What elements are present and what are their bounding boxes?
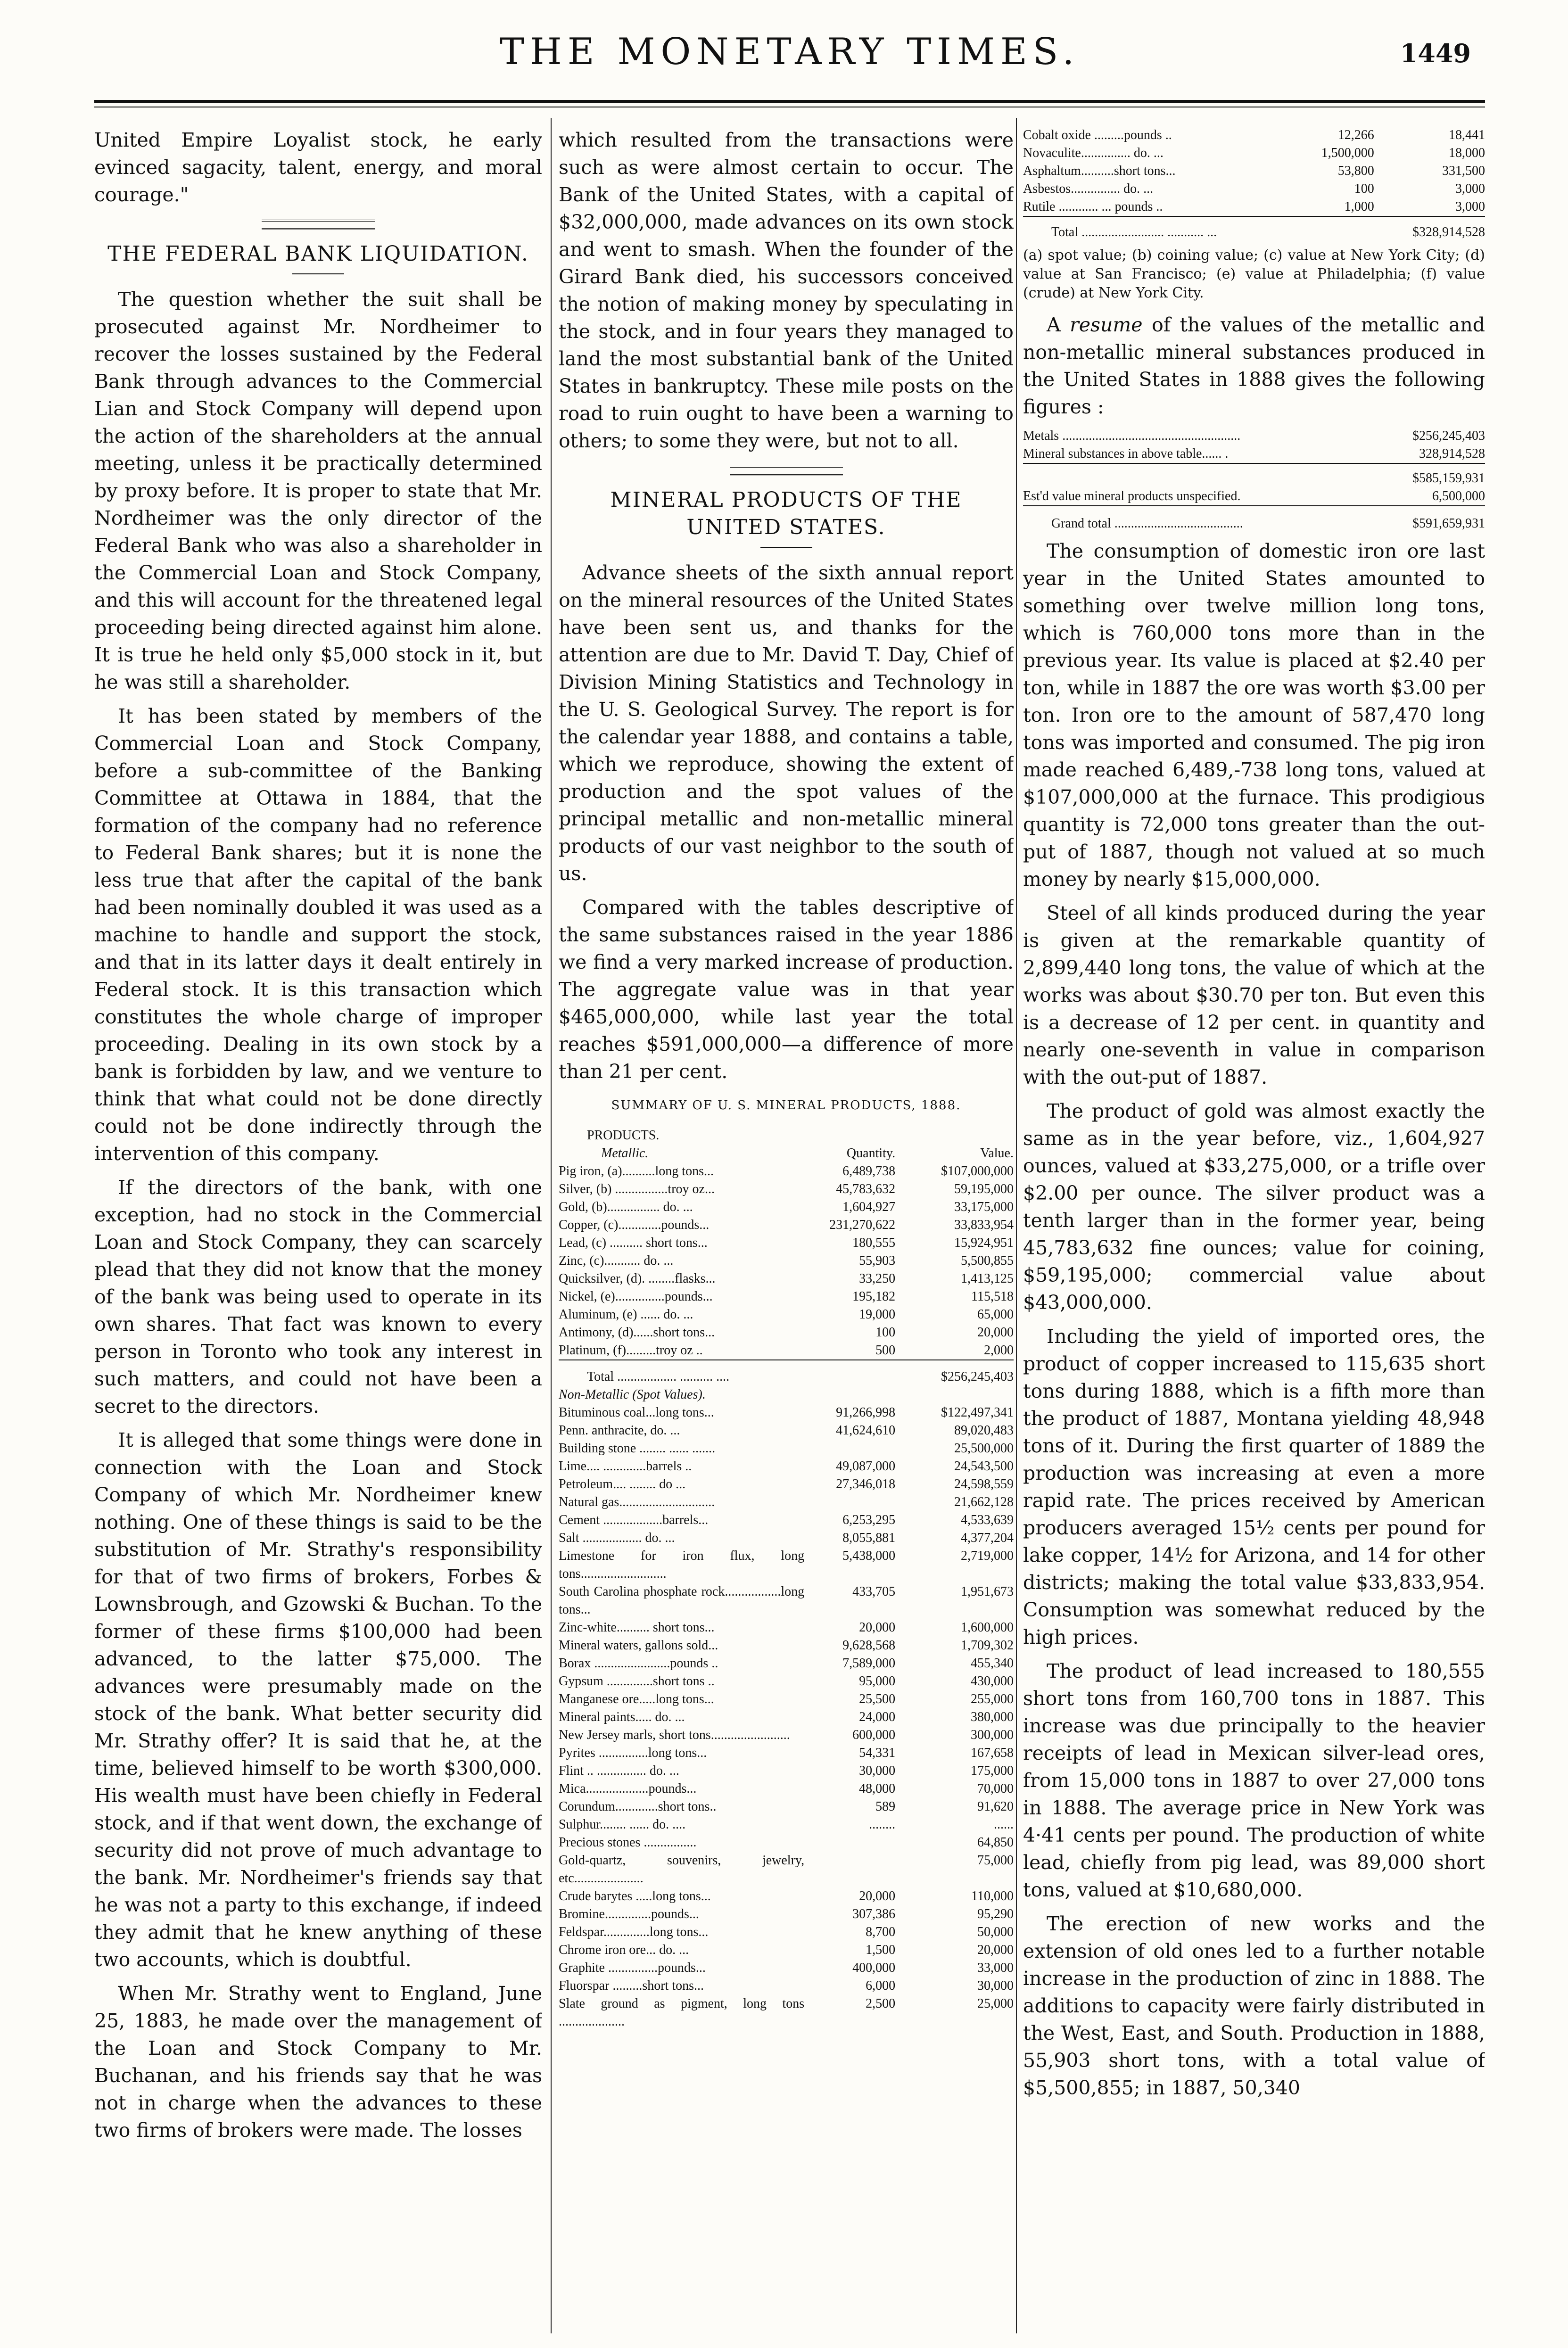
- product-quantity: 180,555: [852, 1236, 896, 1250]
- heading-line: UNITED STATES.: [686, 515, 886, 539]
- product-quantity: 95,000: [859, 1674, 896, 1689]
- product-value: 33,175,000: [954, 1200, 1014, 1214]
- resume-table: [1023, 427, 1485, 533]
- product-value: 110,000: [971, 1889, 1014, 1903]
- table-row: [1023, 162, 1485, 180]
- table-row: [559, 1887, 1014, 1905]
- product-quantity: 91,266,998: [836, 1405, 896, 1420]
- table-row: [1023, 180, 1485, 198]
- product-value: 255,000: [971, 1692, 1014, 1706]
- article-paragraph: If the directors of the bank, with one exception, had no stock in the Commercial Loan and Stock Company, they can scarcely plead that they did not know that the money of the bank was being used to operate in its own shares. That fact was known to every person in Toronto who took any interest in such matters, and could not have been a secret to the directors.: [94, 1176, 542, 1417]
- product-name: Silver, (b) ................troy oz...: [559, 1182, 715, 1196]
- product-value: 25,500,000: [954, 1441, 1014, 1456]
- table-row: [1023, 126, 1485, 144]
- header-rule-thick: [94, 100, 1485, 103]
- table-row: [559, 1941, 1014, 1959]
- product-name: Novaculite............... do. ...: [1023, 146, 1164, 160]
- product-name: Gypsum ..............short tons ..: [559, 1674, 715, 1689]
- product-quantity: 54,331: [859, 1746, 896, 1760]
- table-row: [559, 1306, 1014, 1324]
- product-quantity: 53,800: [1337, 164, 1374, 178]
- product-name: Mineral substances in above table...... .: [1023, 446, 1229, 461]
- product-quantity: 30,000: [859, 1763, 896, 1778]
- product-value: 18,000: [1449, 146, 1485, 160]
- product-name: Pyrites ...............long tons...: [559, 1746, 707, 1760]
- product-quantity: 45,783,632: [836, 1182, 896, 1196]
- product-name: Feldspar..............long tons...: [559, 1925, 709, 1939]
- product-value: 24,543,500: [954, 1459, 1014, 1474]
- article-paragraph: The erection of new works and the extension of old ones led to a further notable increase in the production of zinc in 1888. The additions to capacity were fairly distributed in the West, East, and South. Production in 1888, 55,903 short tons, with a total value of $5,500,855; in 1887, 50,340: [1023, 1912, 1485, 2099]
- product-value: 331,500: [1442, 164, 1485, 178]
- article-separator: [262, 220, 375, 230]
- product-name: Rutile ............ ... pounds ..: [1023, 199, 1163, 214]
- product-quantity: [804, 1493, 895, 1511]
- table-row: [559, 1834, 1014, 1852]
- product-name: Copper, (c).............pounds...: [559, 1218, 710, 1232]
- table-row: [559, 1744, 1014, 1762]
- column-right: [1023, 126, 1485, 2108]
- unspecified-label: Est'd value mineral products unspecified.: [1023, 489, 1241, 503]
- table-row: [559, 1708, 1014, 1726]
- grand-total-label: Grand total .......................................: [1023, 506, 1365, 533]
- product-value: 30,000: [977, 1978, 1014, 1993]
- product-value: 91,620: [977, 1799, 1014, 1814]
- product-value: 21,662,128: [954, 1495, 1014, 1509]
- product-name: Manganese ore.....long tons...: [559, 1692, 714, 1706]
- product-name: Graphite ...............pounds...: [559, 1961, 706, 1975]
- product-name: Borax .......................pounds ..: [559, 1656, 718, 1671]
- table-row: [559, 1798, 1014, 1816]
- article-paragraph: [1023, 311, 1485, 420]
- product-quantity: 20,000: [859, 1889, 896, 1903]
- column-divider: [551, 118, 552, 2333]
- product-name: Asbestos............... do. ...: [1023, 181, 1154, 196]
- product-value: ......: [994, 1817, 1014, 1832]
- product-quantity: 6,000: [866, 1978, 896, 1993]
- product-value: $122,497,341: [941, 1405, 1014, 1420]
- table-row: [559, 1655, 1014, 1672]
- product-quantity: 500: [875, 1343, 896, 1358]
- product-quantity: 33,250: [859, 1271, 896, 1286]
- product-name: Cobalt oxide .........pounds ..: [1023, 128, 1172, 142]
- table-row: [559, 1342, 1014, 1360]
- product-value: 25,000: [977, 1996, 1014, 2011]
- product-quantity: 2,500: [866, 1996, 896, 2011]
- table-total-value: $328,914,528: [1374, 216, 1485, 241]
- product-value: 3,000: [1455, 181, 1485, 196]
- unspecified-value: 6,500,000: [1432, 489, 1485, 503]
- product-value: 75,000: [977, 1853, 1014, 1868]
- table-row: [559, 1252, 1014, 1270]
- total-value: $256,245,403: [895, 1360, 1014, 1386]
- product-quantity: 27,346,018: [836, 1477, 896, 1491]
- product-value: 18,441: [1449, 128, 1485, 142]
- product-name: Pig iron, (a)..........long tons...: [559, 1164, 714, 1178]
- nonmetallic-label: Non-Metallic (Spot Values).: [559, 1387, 706, 1402]
- table-row: [559, 1422, 1014, 1440]
- table-footnote: (a) spot value; (b) coining value; (c) value at New York City; (d) value at San Francisco; (e) value at Philadelphia; (f) value (crude) at New York City.: [1023, 247, 1485, 301]
- product-name: Building stone ........ ...... .......: [559, 1441, 716, 1456]
- table-row: [559, 1619, 1014, 1637]
- article-paragraph: Steel of all kinds produced during the year is given at the remarkable quantity of 2,899,440 long tons, the value of which at the works was about $30.70 per ton. But even this is a decrease of 12 per cent. in quantity and nearly one-seventh in value in comparison with the out-put of 1887.: [1023, 902, 1485, 1088]
- product-quantity: 433,705: [852, 1584, 896, 1599]
- table-row: [559, 1511, 1014, 1529]
- article-paragraph: The question whether the suit shall be prosecuted against Mr. Nordheimer to recover the losses sustained by the Federal Bank through advances to the Commercial Lian and Stock Company will depend upon the action of the shareholders at the annual meeting, unless it be practically determined by proxy before. It is proper to state that Mr. Nordheimer was the only director of the Federal Bank who was also a shareholder in the Commercial Loan and Stock Company, and this will account for the threatened legal proceeding being directed against him alone. It is true he held only $5,000 stock in it, but he was still a shareholder.: [94, 288, 542, 693]
- product-quantity: [804, 1834, 895, 1852]
- product-value: 70,000: [977, 1781, 1014, 1796]
- product-value: 175,000: [971, 1763, 1014, 1778]
- table-row: [559, 1852, 1014, 1887]
- table-row: [559, 1234, 1014, 1252]
- table-row: [559, 1529, 1014, 1547]
- continued-rows: [1023, 126, 1485, 216]
- product-name: Mica...................pounds...: [559, 1781, 697, 1796]
- product-name: Lime.... .............barrels ..: [559, 1459, 692, 1474]
- article-paragraph: It is alleged that some things were done in connection with the Loan and Stock Company of which Mr. Nordheimer knew nothing. One of these things is said to be the substitution of Mr. Strathy's responsibility for that of two firms of brokers, Forbes & Lownsbrough, and Gzowski & Buchan. To the former of these firms $100,000 had been advanced, to the latter $75,000. The advances were presumably made on the stock of the bank. What better security did Mr. Strathy offer? It is said that he, at the time, believed himself to be worth $300,000. His wealth must have been chiefly in Federal stock, and if that went down, the exchange of security did not prove of much advantage to the bank. Mr. Nordheimer's friends say that he was not a party to this exchange, if indeed they admit that he knew anything of these two accounts, which is doubtful.: [94, 1429, 542, 1971]
- product-quantity: 5,438,000: [842, 1549, 896, 1563]
- product-name: Aluminum, (e) ...... do. ...: [559, 1307, 693, 1322]
- product-quantity: 48,000: [859, 1781, 896, 1796]
- product-name: Petroleum.... ........ do ...: [559, 1477, 686, 1491]
- product-name: Nickel, (e)...............pounds...: [559, 1289, 713, 1304]
- table-row: [559, 1762, 1014, 1780]
- product-quantity: 6,489,738: [842, 1164, 896, 1178]
- table-row: [559, 1690, 1014, 1708]
- product-quantity: 100: [875, 1325, 896, 1340]
- product-quantity: 8,700: [866, 1925, 896, 1939]
- table-row: [559, 1270, 1014, 1288]
- product-quantity: ........: [869, 1817, 896, 1832]
- product-name: Natural gas.............................: [559, 1495, 715, 1509]
- column-left: [94, 126, 542, 2150]
- product-name: Slate ground as pigment, long tons ....................: [559, 1996, 805, 2029]
- product-value: 5,500,855: [961, 1253, 1014, 1268]
- table-row: [559, 1216, 1014, 1234]
- product-value: 1,600,000: [961, 1620, 1014, 1635]
- metallic-label: Metallic.: [601, 1146, 649, 1161]
- product-value: 300,000: [971, 1728, 1014, 1742]
- product-name: Limestone for iron flux, long tons..........................: [559, 1549, 805, 1581]
- table-row: [559, 1493, 1014, 1511]
- products-label: PRODUCTS.: [587, 1128, 660, 1143]
- masthead-title: THE MONETARY TIMES.: [499, 31, 1080, 73]
- product-value: 20,000: [977, 1325, 1014, 1340]
- table-row: [559, 1977, 1014, 1995]
- table-row: [559, 1672, 1014, 1690]
- product-value: 2,000: [984, 1343, 1014, 1358]
- table-row: [559, 1905, 1014, 1923]
- product-name: Lead, (c) .......... short tons...: [559, 1236, 708, 1250]
- product-value: $107,000,000: [941, 1164, 1014, 1178]
- product-value: 1,951,673: [961, 1584, 1014, 1599]
- product-value: 65,000: [977, 1307, 1014, 1322]
- product-quantity: 8,055,881: [842, 1531, 896, 1545]
- table-row: [559, 1995, 1014, 2031]
- table-row: [559, 1180, 1014, 1198]
- product-name: Cement ..................barrels...: [559, 1513, 709, 1527]
- article-paragraph: The product of gold was almost exactly the same as in the year before, viz., 1,604,927 ounces, valued at $33,275,000, or a trifle over $2.00 per ounce. The silver product was a tenth larger than in the former year, being 45,783,632 fine ounces; value for coining, $59,195,000; commercial value about $43,000,000.: [1023, 1100, 1485, 1314]
- product-name: Zinc-white.......... short tons...: [559, 1620, 715, 1635]
- product-value: 50,000: [977, 1925, 1014, 1939]
- product-value: 115,518: [971, 1289, 1014, 1304]
- product-name: Sulphur........ ...... do. ....: [559, 1817, 686, 1832]
- product-value: 20,000: [977, 1943, 1014, 1957]
- heading-rule: [292, 273, 344, 274]
- product-value: 455,340: [971, 1656, 1014, 1671]
- product-name: Precious stones ................: [559, 1835, 697, 1850]
- heading-rule: [760, 547, 812, 548]
- article-heading: THE FEDERAL BANK LIQUIDATION.: [107, 242, 529, 266]
- product-quantity: 12,266: [1337, 128, 1374, 142]
- product-value: 2,719,000: [961, 1549, 1014, 1563]
- article-paragraph: It has been stated by members of the Commercial Loan and Stock Company, before a sub-committee of the Banking Committee at Ottawa in 1884, that the formation of the company had no reference to Federal Bank shares; but it is none the less true that after the capital of the bank had been nominally doubled it was used as a machine to handle and support the stock, and that in its latter days it dealt entirely in Federal stock. It is this transaction which constitutes the whole charge of improper proceeding. Dealing in its own stock by a bank is forbidden by law, and we venture to think that what could not be done directly could not be done indirectly through the intervention of this company.: [94, 705, 542, 1165]
- product-value: 15,924,951: [954, 1236, 1014, 1250]
- article-paragraph: When Mr. Strathy went to England, June 25, 1883, he made over the management of the Loan and Stock Company to Mr. Buchanan, and his friends say that he was not in charge when the advances to these two firms of brokers were made. The losses: [94, 1982, 542, 2142]
- grand-total-value: $591,659,931: [1365, 506, 1485, 533]
- table-row: [559, 1959, 1014, 1977]
- product-quantity: 1,500,000: [1321, 146, 1374, 160]
- product-name: Corundum.............short tons..: [559, 1799, 717, 1814]
- product-value: 4,377,204: [961, 1531, 1014, 1545]
- table-row: [559, 1923, 1014, 1941]
- page-number: 1449: [1400, 38, 1471, 68]
- product-name: Metals ......................................................: [1023, 428, 1241, 443]
- product-value: 33,000: [977, 1961, 1014, 1975]
- table-row: [1023, 144, 1485, 162]
- product-value: $256,245,403: [1412, 428, 1485, 443]
- page-header: [94, 24, 1485, 94]
- article-paragraph: The product of lead increased to 180,555 short tons from 160,700 tons in 1887. This increase was due principally to the heavier receipts of lead in Mexican silver-lead ores, from 15,000 tons in 1887 to over 27,000 tons in 1888. The average price in New York was 4·41 cents per pound. The production of white lead, chiefly from pig lead, was 89,000 short tons, valued at $10,680,000.: [1023, 1660, 1485, 1901]
- table-total-label: Total ......................... ........... ...: [1023, 216, 1282, 241]
- product-quantity: 19,000: [859, 1307, 896, 1322]
- product-name: South Carolina phosphate rock.................long tons...: [559, 1584, 805, 1617]
- product-name: Mineral waters, gallons sold...: [559, 1638, 718, 1653]
- product-name: Asphaltum..........short tons...: [1023, 164, 1176, 178]
- product-quantity: 600,000: [852, 1728, 896, 1742]
- article-heading: [559, 486, 1014, 541]
- product-value: 3,000: [1455, 199, 1485, 214]
- table-row: [559, 1440, 1014, 1458]
- text-run: of the values of the metallic and non-metallic mineral substances produced in the United States in 1888 gives the following figures :: [1023, 313, 1485, 418]
- table-row: [559, 1404, 1014, 1422]
- product-quantity: 7,589,000: [842, 1656, 896, 1671]
- resume-rows: [1023, 427, 1485, 463]
- article-paragraph: Advance sheets of the sixth annual report on the mineral resources of the United States have been sent us, and thanks for the attention are due to Mr. David T. Day, Chief of Division Mining Statistics and Technology in the U. S. Geological Survey. The report is for the calendar year 1888, and contains a table, which we reproduce, showing the extent of production and the spot values of the principal metallic and non-metallic mineral products of our vast neighbor to the south of us.: [559, 561, 1014, 885]
- product-name: Flint .. ............... do. ...: [559, 1763, 679, 1778]
- product-quantity: 589: [875, 1799, 896, 1814]
- text-run: A: [1047, 313, 1070, 336]
- product-name: Quicksilver, (d). ........flasks...: [559, 1271, 716, 1286]
- table-row: [559, 1324, 1014, 1342]
- product-quantity: 20,000: [859, 1620, 896, 1635]
- table-row: [559, 1780, 1014, 1798]
- table-row: [559, 1726, 1014, 1744]
- article-continuation: United Empire Loyalist stock, he early evinced sagacity, talent, energy, and moral courage.": [94, 129, 542, 206]
- product-value: 59,195,000: [954, 1182, 1014, 1196]
- resume-subtotal: $585,159,931: [1365, 463, 1485, 487]
- product-name: Crude barytes .....long tons...: [559, 1889, 711, 1903]
- column-divider: [1016, 118, 1017, 2333]
- product-value: 328,914,528: [1419, 446, 1485, 461]
- article-paragraph: Compared with the tables descriptive of the same substances raised in the year 1886 we find a very marked increase of production. The aggregate value was in that year $465,000,000, while last year the total reaches $591,000,000—a difference of more than 21 per cent.: [559, 896, 1014, 1083]
- product-value: 380,000: [971, 1710, 1014, 1724]
- product-name: Antimony, (d)......short tons...: [559, 1325, 715, 1340]
- product-name: Bromine..............pounds...: [559, 1907, 699, 1921]
- table-row: [559, 1583, 1014, 1619]
- total-label: Total .................. .......... ....: [559, 1360, 804, 1386]
- column-middle: [559, 126, 1014, 2031]
- article-paragraph: The consumption of domestic iron ore last year in the United States amounted to something over twelve million long tons, which is 760,000 tons more than in the previous year. Its value is placed at $2.40 per ton, while in 1887 the ore was worth $3.00 per ton. Iron ore to the amount of 587,470 long tons was imported and consumed. The pig iron made reached 6,489,-738 long tons, valued at $107,000,000 at the furnace. This prodigious quantity is 72,000 tons greater than the out-put of 1887, though not valued at so much money by nearly $15,000,000.: [1023, 540, 1485, 890]
- product-value: 95,290: [977, 1907, 1014, 1921]
- product-value: 33,833,954: [954, 1218, 1014, 1232]
- product-value: 89,020,483: [954, 1423, 1014, 1438]
- quantity-header: Quantity.: [846, 1146, 896, 1161]
- product-value: 64,850: [977, 1835, 1014, 1850]
- product-name: Gold-quartz, souvenirs, jewelry, etc.....................: [559, 1853, 805, 1886]
- product-quantity: [804, 1852, 895, 1887]
- product-name: Fluorspar .........short tons...: [559, 1978, 704, 1993]
- table-row: [559, 1288, 1014, 1306]
- table-row: [559, 1458, 1014, 1475]
- table-row: [559, 1198, 1014, 1216]
- product-quantity: 195,182: [852, 1289, 896, 1304]
- product-name: Zinc, (c)........... do. ...: [559, 1253, 674, 1268]
- product-quantity: 9,628,568: [842, 1638, 896, 1653]
- product-value: 1,413,125: [961, 1271, 1014, 1286]
- article-paragraph: Including the yield of imported ores, the product of copper increased to 115,635 short tons during 1888, which is a fifth more than the product of 1887, Montana yielding 48,948 tons of it. During the first quarter of 1889 the production was increasing at even a more rapid rate. The prices received by American producers averaged 15½ cents per pound for lake copper, 14½ for Arizona, and 14 for other districts; making the total value $33,833,954. Consumption was somewhat reduced by the high prices.: [1023, 1325, 1485, 1648]
- table-row: [1023, 198, 1485, 216]
- product-quantity: 55,903: [859, 1253, 896, 1268]
- product-quantity: 24,000: [859, 1710, 896, 1724]
- product-name: Penn. anthracite, do. ...: [559, 1423, 680, 1438]
- article-continuation: which resulted from the transactions were such as were almost certain to occur. The Bank of the United States, with a capital of $32,000,000, made advances on its own stock and went to smash. When the founder of the Girard Bank died, his successors conceived the notion of making money by speculating in the stock, and in four years they managed to land the most substantial bank of the United States in bankruptcy. These mile posts on the road to ruin ought to have been a warning to others; to some they were, but not to all.: [559, 129, 1014, 452]
- table-row: [559, 1637, 1014, 1655]
- metallic-rows: [559, 1162, 1014, 1360]
- mineral-table: [559, 1127, 1014, 2031]
- product-quantity: 25,500: [859, 1692, 896, 1706]
- product-value: 167,658: [971, 1746, 1014, 1760]
- product-value: 430,000: [971, 1674, 1014, 1689]
- product-quantity: 400,000: [852, 1961, 896, 1975]
- table-row: [1023, 427, 1485, 445]
- product-quantity: [804, 1440, 895, 1458]
- table-row: [559, 1816, 1014, 1834]
- article-separator: [730, 466, 843, 476]
- product-value: 1,709,302: [961, 1638, 1014, 1653]
- product-name: New Jersey marls, short tons........................: [559, 1728, 790, 1742]
- product-name: Gold, (b)................ do. ...: [559, 1200, 693, 1214]
- text-emphasis: resume: [1070, 313, 1143, 336]
- product-name: Bituminous coal...long tons...: [559, 1405, 714, 1420]
- product-quantity: 307,386: [852, 1907, 896, 1921]
- product-name: Chrome iron ore... do. ...: [559, 1943, 689, 1957]
- table-row: [1023, 445, 1485, 463]
- product-value: 4,533,639: [961, 1513, 1014, 1527]
- table-title: SUMMARY OF U. S. MINERAL PRODUCTS, 1888.: [611, 1098, 961, 1112]
- product-quantity: 1,500: [866, 1943, 896, 1957]
- product-name: Platinum, (f).........troy oz ..: [559, 1343, 703, 1358]
- product-quantity: 231,270,622: [829, 1218, 896, 1232]
- product-quantity: 49,087,000: [836, 1459, 896, 1474]
- product-quantity: 6,253,295: [842, 1513, 896, 1527]
- product-quantity: 1,000: [1344, 199, 1374, 214]
- table-row: [559, 1547, 1014, 1583]
- product-quantity: 1,604,927: [842, 1200, 896, 1214]
- product-value: 24,598,559: [954, 1477, 1014, 1491]
- nonmetallic-rows: [559, 1404, 1014, 2031]
- value-header: Value.: [980, 1146, 1014, 1161]
- product-quantity: 100: [1354, 181, 1374, 196]
- heading-line: MINERAL PRODUCTS OF THE: [610, 488, 962, 512]
- table-row: [559, 1475, 1014, 1493]
- table-row: [559, 1162, 1014, 1180]
- product-name: Mineral paints..... do. ...: [559, 1710, 685, 1724]
- product-name: Salt .................. do. ...: [559, 1531, 675, 1545]
- mineral-table-continued: [1023, 126, 1485, 241]
- product-quantity: 41,624,610: [836, 1423, 896, 1438]
